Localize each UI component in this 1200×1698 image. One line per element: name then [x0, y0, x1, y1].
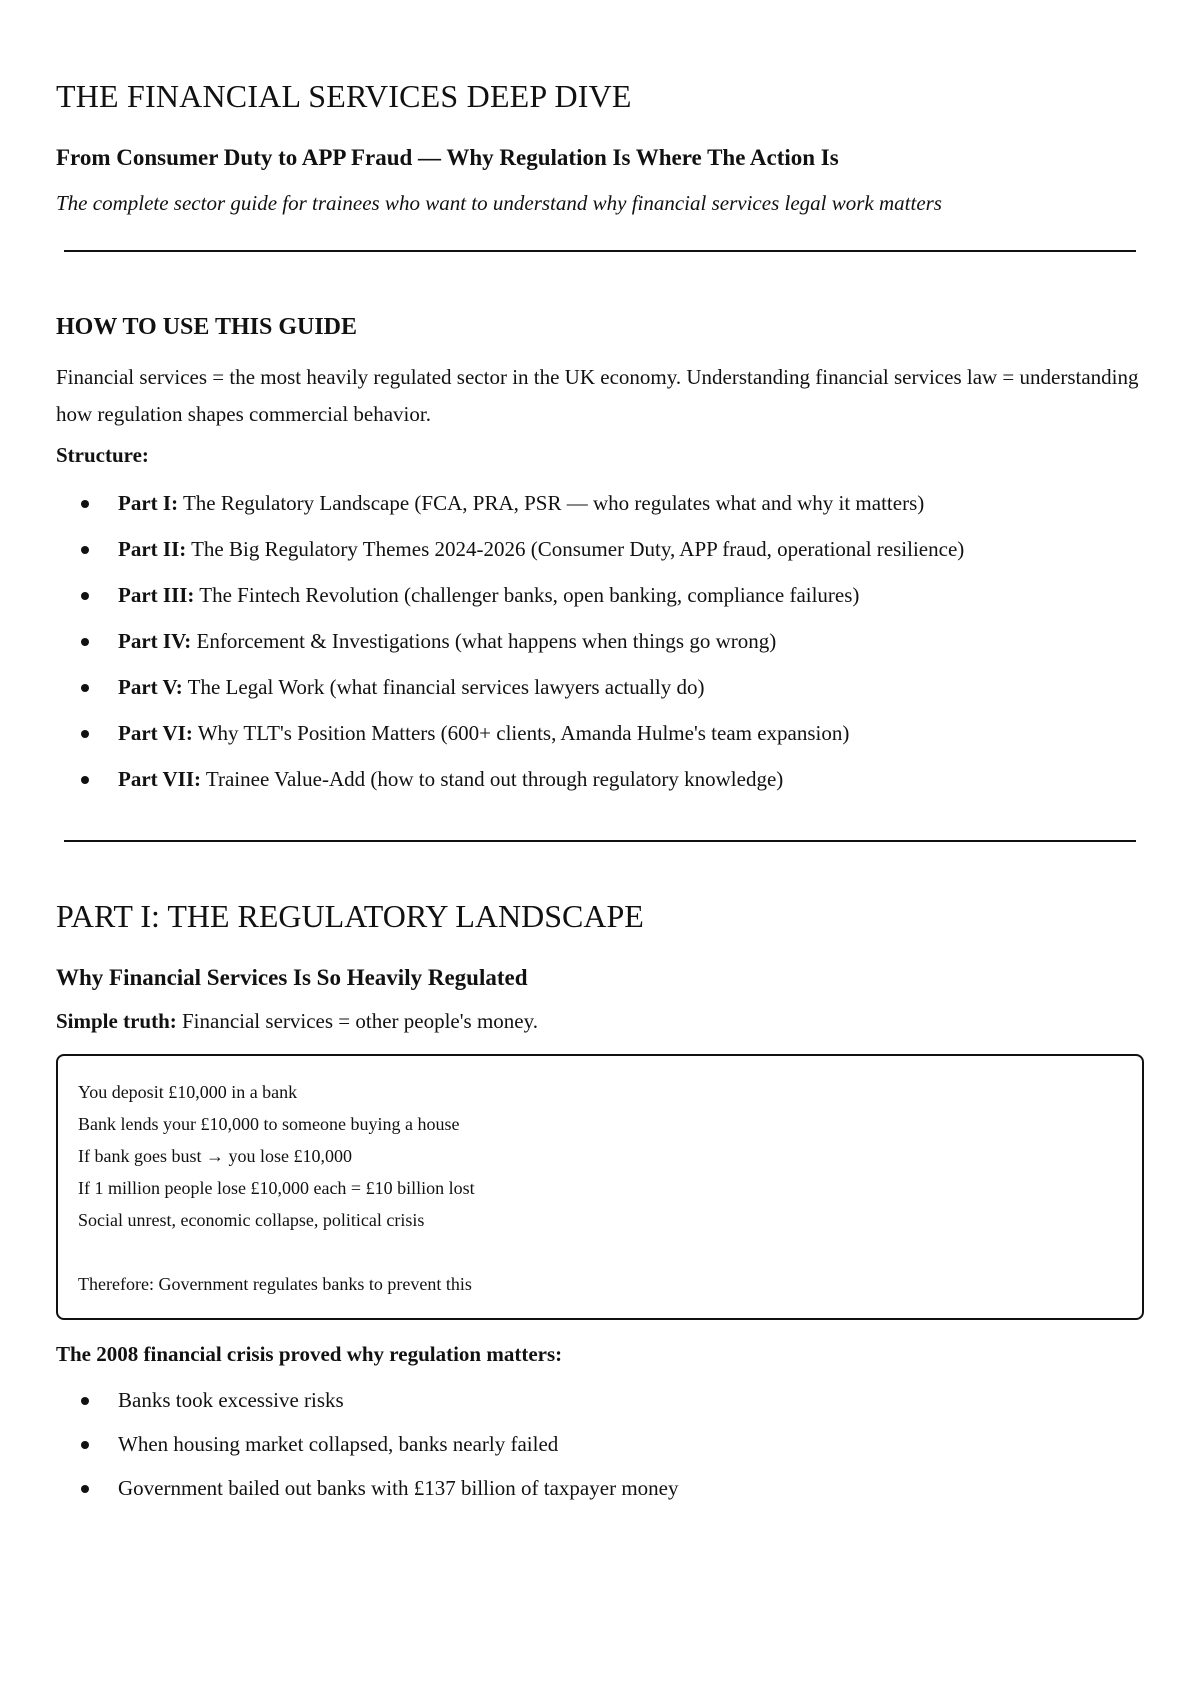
- bullet-icon: [81, 730, 89, 738]
- list-item: [56, 1385, 1144, 1415]
- example-box: [56, 1054, 1144, 1320]
- bullet-icon: [81, 1441, 89, 1449]
- list-item: [56, 534, 1144, 564]
- example-line: If bank goes bust → you lose £10,000: [78, 1146, 352, 1166]
- crisis-heading: The 2008 financial crisis proved why regulation matters:: [56, 1342, 563, 1366]
- bullet-icon: [81, 776, 89, 784]
- part-label: Part IV:: [118, 629, 192, 653]
- example-line: Therefore: Government regulates banks to prevent this: [78, 1274, 472, 1294]
- part-label: Part III:: [118, 583, 195, 607]
- crisis-point: When housing market collapsed, banks nearly failed: [118, 1432, 559, 1456]
- part-description: The Big Regulatory Themes 2024-2026 (Consumer Duty, APP fraud, operational resilience): [191, 537, 965, 561]
- structure-list: [56, 488, 1144, 794]
- bullet-icon: [81, 592, 89, 600]
- part-label: Part VI:: [118, 721, 193, 745]
- list-item: [56, 672, 1144, 702]
- guide-heading: HOW TO USE THIS GUIDE: [56, 314, 358, 340]
- section-divider: [64, 250, 1136, 252]
- document-title: THE FINANCIAL SERVICES DEEP DIVE: [56, 78, 632, 114]
- simple-truth: [56, 1009, 1144, 1034]
- bullet-icon: [81, 638, 89, 646]
- example-line: Social unrest, economic collapse, political crisis: [78, 1210, 425, 1230]
- part-one-subheading: Why Financial Services Is So Heavily Regulated: [56, 965, 528, 990]
- part-description: The Regulatory Landscape (FCA, PRA, PSR — who regulates what and why it matters): [182, 491, 925, 515]
- part-label: Part VII:: [118, 767, 202, 791]
- list-item: [56, 1429, 1144, 1459]
- document-subtitle: From Consumer Duty to APP Fraud — Why Regulation Is Where The Action Is: [56, 145, 839, 170]
- list-item: [56, 718, 1144, 748]
- example-line: If 1 million people lose £10,000 each = £10 billion lost: [78, 1178, 475, 1198]
- part-one-title: PART I: THE REGULATORY LANDSCAPE: [56, 898, 644, 934]
- example-line: [78, 1236, 1122, 1268]
- part-label: Part I:: [118, 491, 179, 515]
- list-item: [56, 488, 1144, 518]
- simple-truth-label: Simple truth:: [56, 1009, 177, 1033]
- section-divider: [64, 840, 1136, 842]
- list-item: [56, 1473, 1144, 1503]
- part-description: Trainee Value-Add (how to stand out through regulatory knowledge): [205, 767, 784, 791]
- crisis-list: [56, 1385, 1144, 1503]
- bullet-icon: [81, 1485, 89, 1493]
- bullet-icon: [81, 684, 89, 692]
- list-item: [56, 764, 1144, 794]
- crisis-point: Government bailed out banks with £137 billion of taxpayer money: [118, 1476, 679, 1500]
- simple-truth-text: Financial services = other people's money.: [182, 1009, 538, 1033]
- crisis-point: Banks took excessive risks: [118, 1388, 344, 1412]
- guide-intro: Financial services = the most heavily regulated sector in the UK economy. Understanding financial services law = understanding how regulation shapes commercial behavior.: [56, 365, 1139, 426]
- part-description: Why TLT's Position Matters (600+ clients, Amanda Hulme's team expansion): [197, 721, 850, 745]
- document-tagline: The complete sector guide for trainees who want to understand why financial services legal work matters: [56, 191, 942, 215]
- list-item: [56, 626, 1144, 656]
- list-item: [56, 580, 1144, 610]
- part-description: The Legal Work (what financial services lawyers actually do): [187, 675, 705, 699]
- example-line: You deposit £10,000 in a bank: [78, 1082, 298, 1102]
- example-line: Bank lends your £10,000 to someone buying a house: [78, 1114, 460, 1134]
- part-description: Enforcement & Investigations (what happens when things go wrong): [196, 629, 777, 653]
- bullet-icon: [81, 1397, 89, 1405]
- bullet-icon: [81, 546, 89, 554]
- structure-label: Structure:: [56, 443, 149, 467]
- part-label: Part V:: [118, 675, 183, 699]
- part-description: The Fintech Revolution (challenger banks, open banking, compliance failures): [199, 583, 860, 607]
- bullet-icon: [81, 500, 89, 508]
- part-label: Part II:: [118, 537, 187, 561]
